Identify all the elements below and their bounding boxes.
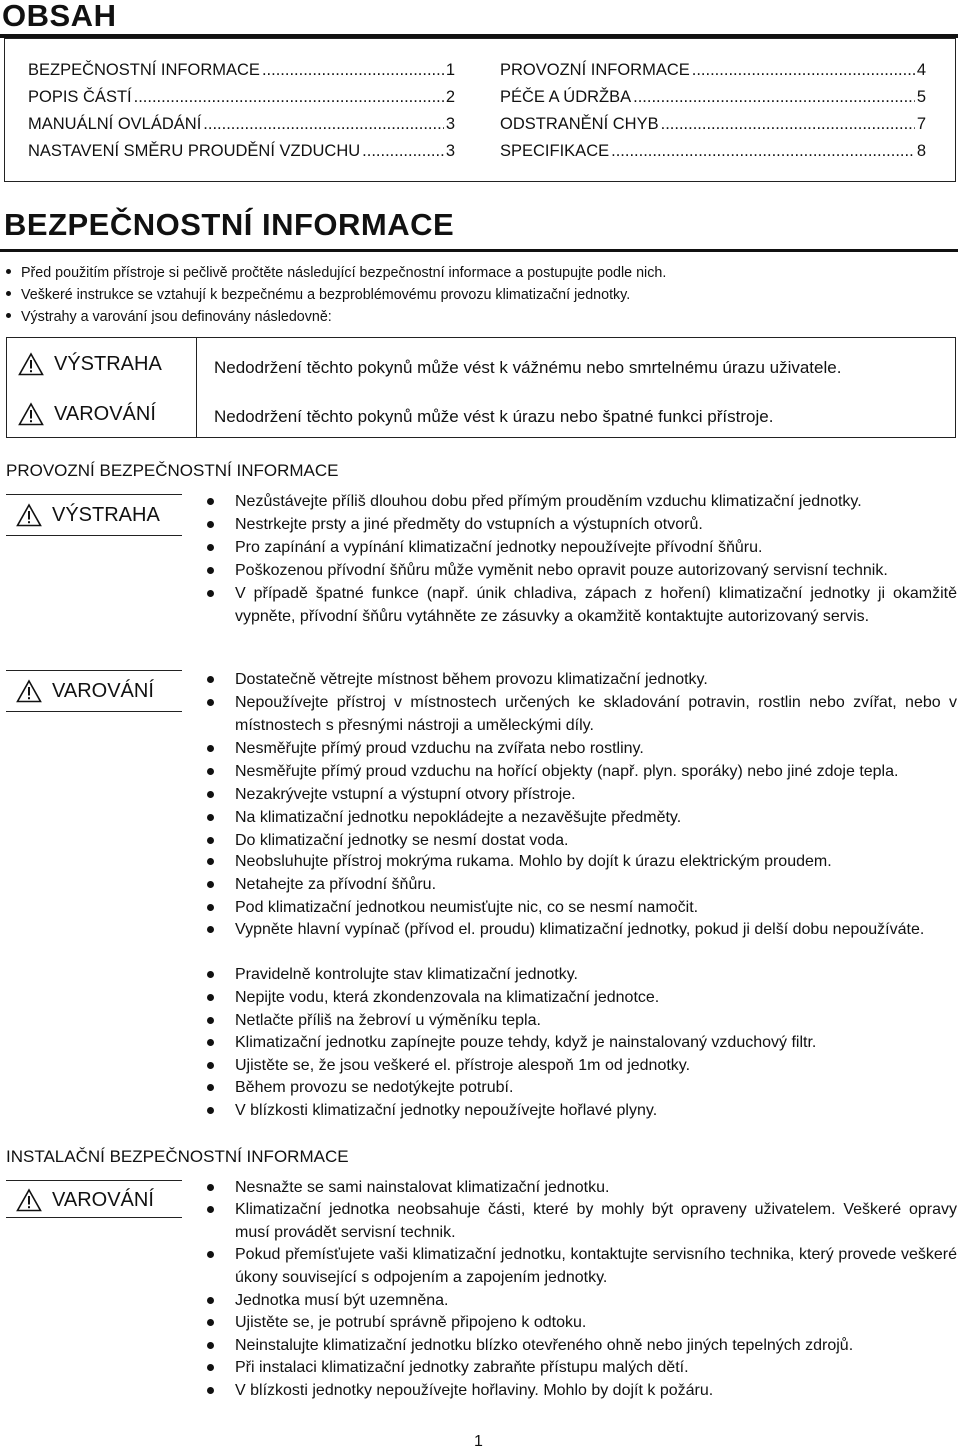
list-item: Během provozu se nedotýkejte potrubí.	[207, 1076, 957, 1099]
intro-line: Před použitím přístroje si pečlivě pročtěte následující bezpečnostní informace a postupujte podle nich.	[6, 265, 666, 281]
toc-entry[interactable]: PROVOZNÍ INFORMACE ..... 4	[500, 61, 926, 80]
intro-line: Veškeré instrukce se vztahují k bezpečnému a bezproblémovému provozu klimatizační jednotky.	[6, 287, 630, 303]
label-rule-bottom	[6, 1217, 182, 1218]
list-item: Nesnažte se sami nainstalovat klimatizační jednotku.	[207, 1176, 957, 1199]
list-item: Neobsluhujte přístroj mokrýma rukama. Mohlo by dojít k úrazu elektrickým proudem.	[207, 850, 957, 873]
label-rule-bottom	[6, 711, 182, 712]
caution-description: Nedodržení těchto pokynů může vést k úrazu nebo špatné funkci přístroje.	[214, 407, 774, 426]
list-item: Jednotka musí být uzemněna.	[207, 1289, 957, 1312]
list-item: Při instalaci klimatizační jednotky zabraňte přístupu malých dětí.	[207, 1356, 957, 1379]
list-item: Pravidelně kontrolujte stav klimatizační jednotky.	[207, 963, 957, 986]
list-item: Nezakrývejte vstupní a výstupní otvory přístroje.	[207, 783, 957, 806]
warning-description: Nedodržení těchto pokynů může vést k vážnému nebo smrtelnému úrazu uživatele.	[214, 358, 842, 377]
bullet-icon	[207, 1206, 214, 1213]
list-item: Nestrkejte prsty a jiné předměty do vstupních a výstupních otvorů.	[207, 513, 957, 536]
bullet-icon	[207, 544, 214, 551]
definitions-divider	[196, 337, 197, 438]
bullet-icon	[207, 1107, 214, 1114]
list-item: Do klimatizační jednotky se nesmí dostat voda.	[207, 829, 957, 852]
bullet-icon	[207, 567, 214, 574]
bullet-icon	[207, 745, 214, 752]
bullet-icon	[207, 1364, 214, 1371]
caution-label: VAROVÁNÍ	[6, 1186, 182, 1214]
bullet-icon	[207, 676, 214, 683]
list-item: Nepoužívejte přístroj v místnostech určených ke skladování potravin, rostlin nebo zvířat, nebo v místnostech s přesnými nástroji a uměleckými díly.	[207, 691, 957, 737]
bullet-icon	[207, 498, 214, 505]
section-title-rule	[0, 249, 958, 252]
page-number: 1	[474, 1433, 483, 1450]
bullet-icon	[6, 291, 11, 296]
bullet-icon	[207, 1319, 214, 1326]
list-item: Nepijte vodu, která zkondenzovala na klimatizační jednotce.	[207, 986, 957, 1009]
list-item: Vypněte hlavní vypínač (přívod el. proudu) klimatizační jednotky, pokud ji delší dobu nepoužíváte.	[207, 918, 957, 941]
bullet-icon	[207, 1084, 214, 1091]
toc-entry[interactable]: BEZPEČNOSTNÍ INFORMACE ..... 1	[28, 61, 455, 80]
bullet-icon	[207, 881, 214, 888]
warning-triangle-icon	[16, 1188, 42, 1212]
list-item: Na klimatizační jednotku nepokládejte a nezavěšujte předměty.	[207, 806, 957, 829]
warning-label: VÝSTRAHA	[6, 501, 182, 529]
bullet-icon	[6, 269, 11, 274]
bullet-icon	[207, 1251, 214, 1258]
bullet-icon	[207, 858, 214, 865]
label-rule-top	[6, 1180, 182, 1181]
caution-label: VAROVÁNÍ	[18, 402, 156, 426]
label-rule-bottom	[6, 535, 182, 536]
list-item: Nezůstávejte příliš dlouhou dobu před přímým prouděním vzduchu klimatizační jednotky.	[207, 490, 957, 513]
list-item: Poškozenou přívodní šňůru může vyměnit nebo opravit pouze autorizovaný servisní technik.	[207, 559, 957, 582]
toc-entry[interactable]: NASTAVENÍ SMĚRU PROUDĚNÍ VZDUCHU ..... 3	[28, 142, 455, 161]
list-item: Nesměřujte přímý proud vzduchu na zvířata nebo rostliny.	[207, 737, 957, 760]
caution-label: VAROVÁNÍ	[6, 677, 182, 705]
label-rule-top	[6, 670, 182, 671]
section-title: BEZPEČNOSTNÍ INFORMACE	[4, 207, 455, 242]
bullet-icon	[207, 1039, 214, 1046]
bullet-icon	[207, 590, 214, 597]
list-item: Pro zapínání a vypínání klimatizační jednotky nepoužívejte přívodní šňůru.	[207, 536, 957, 559]
toc-entry[interactable]: ODSTRANĚNÍ CHYB ..... 7	[500, 115, 926, 134]
label-rule-top	[6, 494, 182, 495]
list-item: Klimatizační jednotka neobsahuje části, které by mohly být opraveny uživatelem. Veškeré opravy musí provádět servisní technik.	[207, 1198, 957, 1244]
bullet-icon	[207, 768, 214, 775]
list-item: Pokud přemísťujete vaši klimatizační jednotku, kontaktujte servisního technika, který provede veškeré úkony související s odpojením a zapojením jednotky.	[207, 1243, 957, 1289]
list-item: Pod klimatizační jednotkou neumisťujte nic, co se nesmí namočit.	[207, 896, 957, 919]
toc-entry[interactable]: MANUÁLNÍ OVLÁDÁNÍ ..... 3	[28, 115, 455, 134]
bullet-icon	[207, 904, 214, 911]
toc-entry[interactable]: PÉČE A ÚDRŽBA ..... 5	[500, 88, 926, 107]
bullet-icon	[207, 1297, 214, 1304]
bullet-icon	[207, 814, 214, 821]
subsection-heading: INSTALAČNÍ BEZPEČNOSTNÍ INFORMACE	[6, 1147, 349, 1166]
list-item: V blízkosti jednotky nepoužívejte hořlaviny. Mohlo by dojít k požáru.	[207, 1379, 957, 1402]
bullet-icon	[207, 1062, 214, 1069]
bullet-icon	[207, 521, 214, 528]
intro-line: Výstrahy a varování jsou definovány následovně:	[6, 309, 332, 325]
subsection-heading: PROVOZNÍ BEZPEČNOSTNÍ INFORMACE	[6, 461, 339, 480]
bullet-icon	[207, 1184, 214, 1191]
bullet-icon	[207, 994, 214, 1001]
bullet-icon	[207, 1387, 214, 1394]
list-item: Dostatečně větrejte místnost během provozu klimatizační jednotky.	[207, 668, 957, 691]
bullet-icon	[6, 313, 11, 318]
list-item: Nesměřujte přímý proud vzduchu na hořící objekty (např. plyn. sporáky) nebo jiné zdoje tepla.	[207, 760, 957, 783]
list-item: Klimatizační jednotku zapínejte pouze tehdy, když je nainstalovaný vzduchový filtr.	[207, 1031, 957, 1054]
toc-entry[interactable]: SPECIFIKACE ..... 8	[500, 142, 926, 161]
list-item: Ujistěte se, že jsou veškeré el. přístroje alespoň 1m od jednotky.	[207, 1054, 957, 1077]
bullet-icon	[207, 791, 214, 798]
list-item: Neinstalujte klimatizační jednotku blízko otevřeného ohně nebo jiných tepelných zdrojů.	[207, 1334, 957, 1357]
warning-triangle-icon	[16, 679, 42, 703]
list-item: V blízkosti klimatizační jednotky nepoužívejte hořlavé plyny.	[207, 1099, 957, 1122]
bullet-icon	[207, 1342, 214, 1349]
warning-label: VÝSTRAHA	[18, 352, 162, 376]
list-item: Netlačte příliš na žebroví u výměníku tepla.	[207, 1009, 957, 1032]
toc-entry[interactable]: POPIS ČÁSTÍ ..... 2	[28, 88, 455, 107]
warning-triangle-icon	[18, 352, 44, 376]
bullet-icon	[207, 971, 214, 978]
bullet-icon	[207, 699, 214, 706]
list-item: Ujistěte se, je potrubí správně připojeno k odtoku.	[207, 1311, 957, 1334]
list-item: Netahejte za přívodní šňůru.	[207, 873, 957, 896]
bullet-icon	[207, 926, 214, 933]
warning-triangle-icon	[18, 402, 44, 426]
bullet-icon	[207, 1017, 214, 1024]
warning-triangle-icon	[16, 503, 42, 527]
list-item: V případě špatné funkce (např. únik chladiva, zápach z hoření) klimatizační jednotky ji okamžitě vypněte, přívodní šňůru vytáhněte ze zásuvky a okamžitě kontaktujte autorizovaný servis.	[207, 582, 957, 628]
bullet-icon	[207, 837, 214, 844]
toc-title: OBSAH	[2, 0, 117, 33]
